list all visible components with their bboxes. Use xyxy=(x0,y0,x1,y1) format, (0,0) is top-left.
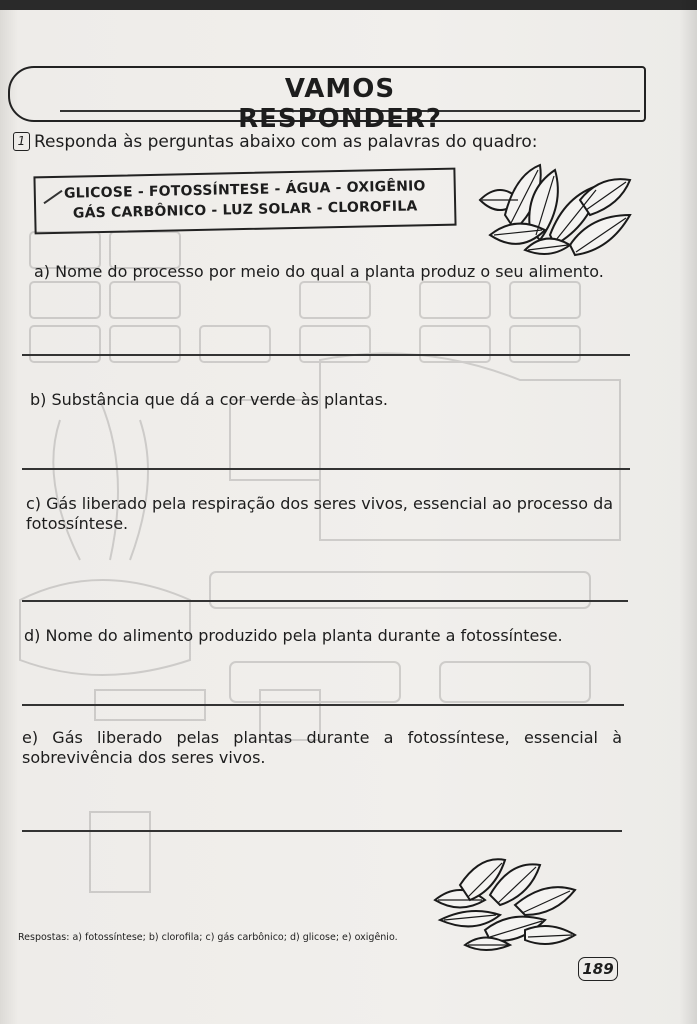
answer-line-e[interactable] xyxy=(22,830,622,832)
page-title: VAMOS RESPONDER? xyxy=(238,74,442,134)
question-c: c) Gás liberado pela respiração dos seres vivos, essencial ao processo da fotossíntese. xyxy=(26,494,614,533)
word-bank-line-1: GLICOSE - FOTOSSÍNTESE - ÁGUA - OXIGÊNIO xyxy=(63,178,426,202)
leaf-cluster-icon xyxy=(470,160,640,260)
answer-line-a[interactable] xyxy=(22,354,630,356)
question-number-badge: 1 xyxy=(13,132,30,151)
question-b: b) Substância que dá a cor verde às plantas. xyxy=(30,390,389,409)
answer-line-c[interactable] xyxy=(22,600,628,602)
question-a: a) Nome do processo por meio do qual a planta produz o seu alimento. xyxy=(34,262,604,281)
answer-key-footnote: Respostas: a) fotossíntese; b) clorofila; c) gás carbônico; d) glicose; e) oxigênio. xyxy=(18,932,398,943)
question-instruction: Responda às perguntas abaixo com as palavras do quadro: xyxy=(34,132,538,152)
leaf-cluster-icon xyxy=(430,855,580,955)
question-e: e) Gás liberado pelas plantas durante a fotossíntese, essencial à sobrevivência dos seres vivos. xyxy=(22,728,622,767)
word-bank-line-2: GÁS CARBÔNICO - LUZ SOLAR - CLOROFILA xyxy=(72,198,418,222)
word-bank-box xyxy=(33,168,456,235)
answer-line-d[interactable] xyxy=(22,704,624,706)
page-number: 189 xyxy=(578,957,618,981)
answer-line-b[interactable] xyxy=(22,468,630,470)
question-d: d) Nome do alimento produzido pela planta durante a fotossíntese. xyxy=(24,626,563,645)
